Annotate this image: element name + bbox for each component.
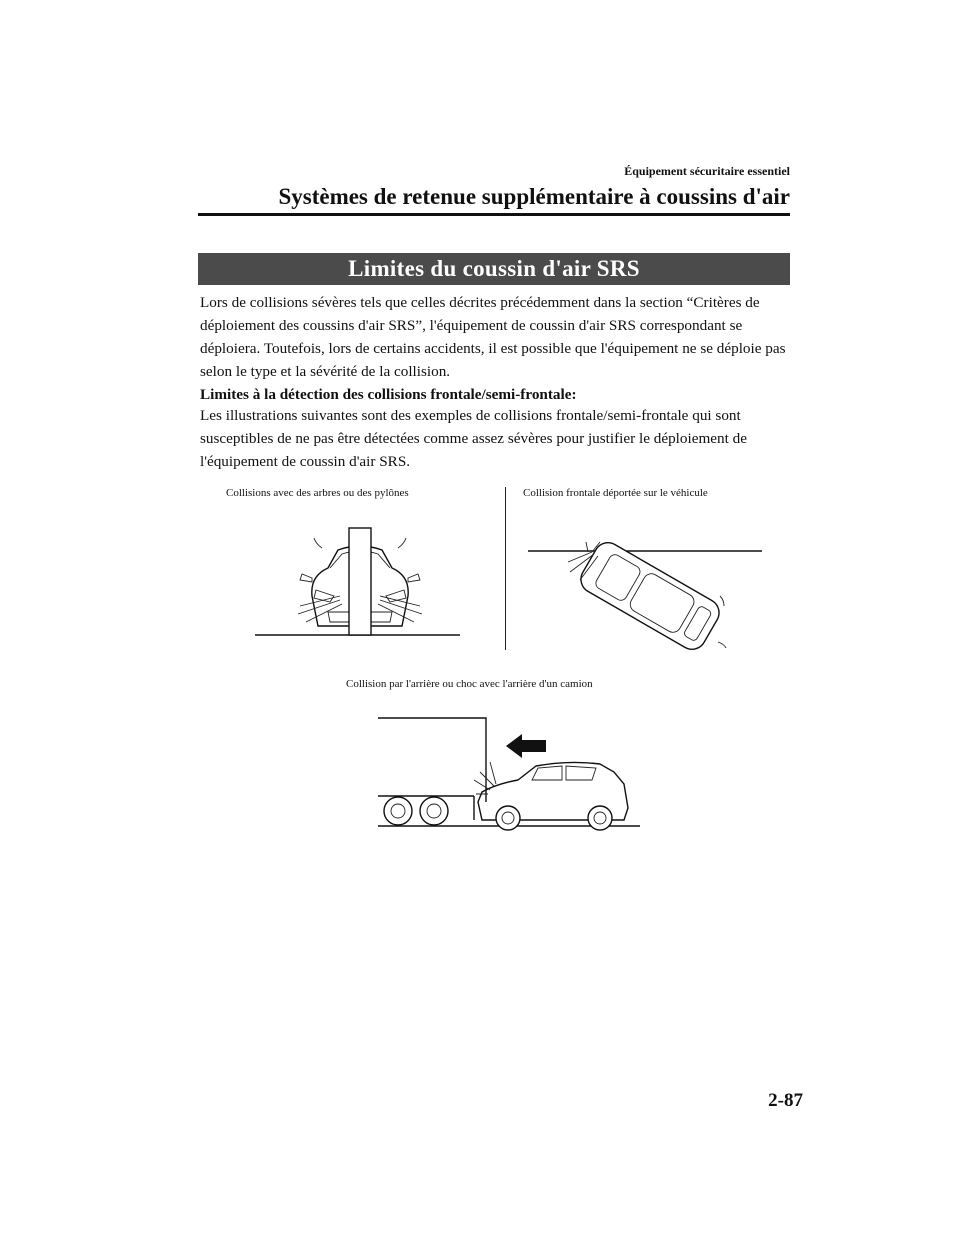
offset-collision-illustration bbox=[528, 540, 764, 650]
chapter-title: Systèmes de retenue supplémentaire à coussins d'air bbox=[278, 184, 790, 209]
truck-collision-illustration bbox=[378, 714, 644, 832]
header-rule bbox=[198, 213, 790, 216]
pole-collision-illustration bbox=[250, 526, 470, 646]
section-kicker: Équipement sécuritaire essentiel bbox=[624, 164, 790, 178]
illustration-divider bbox=[505, 487, 506, 650]
topic-title: Limites du coussin d'air SRS bbox=[348, 256, 640, 281]
page-number: 2-87 bbox=[768, 1090, 803, 1111]
offset-caption: Collision frontale déportée sur le véhicule bbox=[523, 487, 708, 499]
truck-caption: Collision par l'arrière ou choc avec l'arrière d'un camion bbox=[346, 678, 593, 690]
subheading: Limites à la détection des collisions frontale/semi-frontale: bbox=[200, 386, 577, 403]
intro-paragraph: Lors de collisions sévères tels que celles décrites précédemment dans la section “Critères de déploiement des coussins d'air SRS”, l'équipement de coussin d'air SRS correspondant se déploiera. Toutefois, lors de certains accidents, il est possible que l'équipement ne se déploie pas selon le type et la sévérité de la collision. bbox=[200, 294, 786, 380]
pole-caption: Collisions avec des arbres ou des pylônes bbox=[226, 487, 409, 499]
topic-bar bbox=[198, 253, 790, 285]
detail-paragraph: Les illustrations suivantes sont des exemples de collisions frontale/semi-frontale qui sont susceptibles de ne pas être détectées comme assez sévères pour justifier le déploiement de l'équipement de coussin d'air SRS. bbox=[200, 407, 747, 470]
